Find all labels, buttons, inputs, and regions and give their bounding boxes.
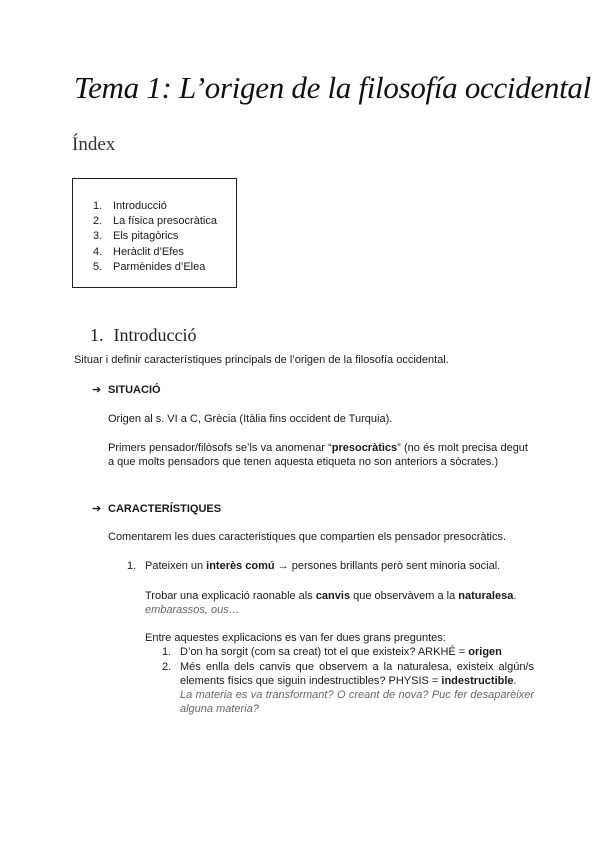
index-item-label: Els pitagòrics [113,230,179,243]
arrow-icon: ➔ [92,384,102,396]
text-run: . [513,675,517,687]
index-list [93,199,217,275]
caracteristiques-label: CARACTERÍSTIQUES [108,503,222,515]
situacio-paragraph-1: Origen al s. VI a C, Grècia (Itàlia fins occident de Turquia). [108,413,393,425]
index-item[interactable] [93,245,217,260]
index-box [72,178,237,288]
text-run: Més enlla dels canvis que observem a la naturalesa, existeix algún/s elements físics que siguin indestructibles? PHYSIS = [180,661,534,687]
index-item[interactable] [93,199,217,214]
presocratics-term: presocràtics [331,442,398,454]
situacio-heading [92,383,161,396]
page-title: Tema 1: L’origen de la filosofía occidental [74,70,591,105]
section-heading [90,325,196,346]
question-2 [162,660,534,716]
indestructible-term: indestructible [441,675,514,687]
situacio-paragraph-2 [108,441,528,469]
question-2-body [180,660,534,716]
explanation-note: embarassos, ous… [145,604,240,616]
list-number: 1. [127,560,137,572]
text-run: Trobar una explicació raonable als [145,590,316,602]
caracteristiques-heading [92,502,221,515]
section-number: 1. [90,325,104,345]
index-item-label: La física presocràtica [113,215,217,228]
index-item-label: Parmènides d’Elea [113,260,206,273]
canvis-term: canvis [315,590,351,602]
index-item[interactable] [93,229,217,244]
index-heading: Índex [72,134,116,155]
index-item-number: 2. [93,215,103,228]
caracteristiques-intro: Comentarem les dues caracteristiques que compartien els pensador presocràtics. [108,531,507,543]
index-item-number: 4. [93,245,103,258]
text-run: que observàvem a la [350,590,459,602]
list-item-1 [127,559,547,573]
text-run: . [513,590,517,602]
list-number: 2. [162,661,172,673]
index-item-number: 3. [93,230,103,243]
question-2-note: La materia es va transformant? O creant de nova? Puc fer desaparèixer alguna materia? [180,689,534,715]
explanation-paragraph [145,589,535,617]
question-1 [162,645,532,659]
naturalesa-term: naturalesa [458,590,514,602]
index-item-number: 5. [93,260,103,273]
index-item-label: Heràclit d’Efes [113,245,184,258]
arrow-icon: ➔ [92,503,102,515]
text-run: → persones brillants però sent minoria social. [274,560,501,572]
origen-term: origen [468,646,502,658]
index-item[interactable] [93,214,217,229]
situacio-label: SITUACIÓ [108,384,161,396]
interes-comu-term: interès comú [206,560,275,572]
text-run: Pateixen un [145,560,207,572]
index-item-label: Introducció [113,200,167,212]
index-item[interactable] [93,260,217,275]
text-run: ” (no és molt precisa degut a que molts pensadors que tenen aquesta etiqueta no son anteriors a sòcrates.) [108,442,528,468]
questions-intro: Entre aquestes explicacions es van fer dues grans preguntes: [145,632,446,644]
section-intro: Situar i definir característiques principals de l’origen de la filosofía occidental. [74,354,449,366]
index-item-number: 1. [93,200,103,212]
section-title: Introducció [113,325,197,345]
text-run: Primers pensador/filòsofs se’ls va anomenar “ [108,442,332,454]
text-run: D’on ha sorgit (com sa creat) tot el que existeix? ARKHÉ = [180,646,469,658]
list-number: 1. [162,646,172,658]
